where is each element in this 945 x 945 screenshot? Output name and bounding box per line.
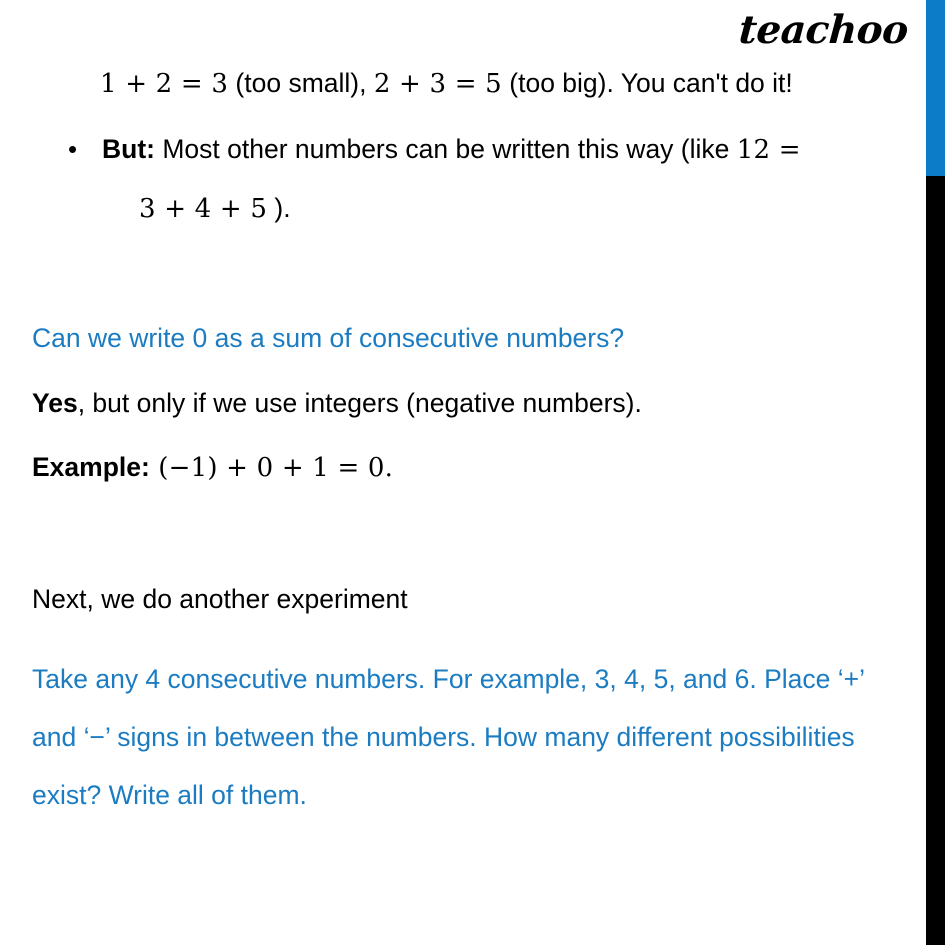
answer-yes-integers <box>32 390 642 417</box>
example-line <box>32 454 393 481</box>
answer-rest-text: , but only if we use integers (negative numbers). <box>77 388 642 418</box>
black-accent-bar <box>926 176 945 945</box>
teachoo-logo: teachoo <box>737 7 910 53</box>
answer-bold-yes: Yes <box>32 388 78 418</box>
bullet-label-but: But: <box>102 134 155 164</box>
bullet-text-line <box>102 136 801 163</box>
task-paragraph: Take any 4 consecutive numbers. For example, 3, 4, 5, and 6. Place ‘+’ and ‘−’ signs in between the numbers. How many different possibilities exist? Write all of them. <box>32 664 865 810</box>
equation-line-too-small-too-big <box>100 70 793 97</box>
math-minus1-plus-0-plus-1-equals-0: (−1) + 0 + 1 = 0. <box>149 453 394 483</box>
blue-accent-bar <box>926 0 945 176</box>
math-1-plus-2-equals-3: 1 + 2 = 3 <box>100 69 229 99</box>
example-label: Example: <box>32 452 150 482</box>
text-close-paren-period: ). <box>267 193 291 223</box>
bullet-body-text: Most other numbers can be written this way (like <box>154 134 737 164</box>
math-12-equals: 12 = <box>736 135 801 165</box>
text-too-small: (too small), <box>228 68 374 98</box>
text-too-big-you-cant-do-it: (too big). You can't do it! <box>501 68 793 98</box>
next-experiment-line: Next, we do another experiment <box>32 584 408 614</box>
math-3-plus-4-plus-5: 3 + 4 + 5 <box>139 194 268 224</box>
bullet-marker-icon: • <box>68 134 78 164</box>
equation-line-3-4-5 <box>139 195 291 222</box>
question-zero-sum: Can we write 0 as a sum of consecutive numbers? <box>32 323 625 353</box>
math-2-plus-3-equals-5: 2 + 3 = 5 <box>373 69 502 99</box>
bullet-item-but <box>68 136 801 163</box>
